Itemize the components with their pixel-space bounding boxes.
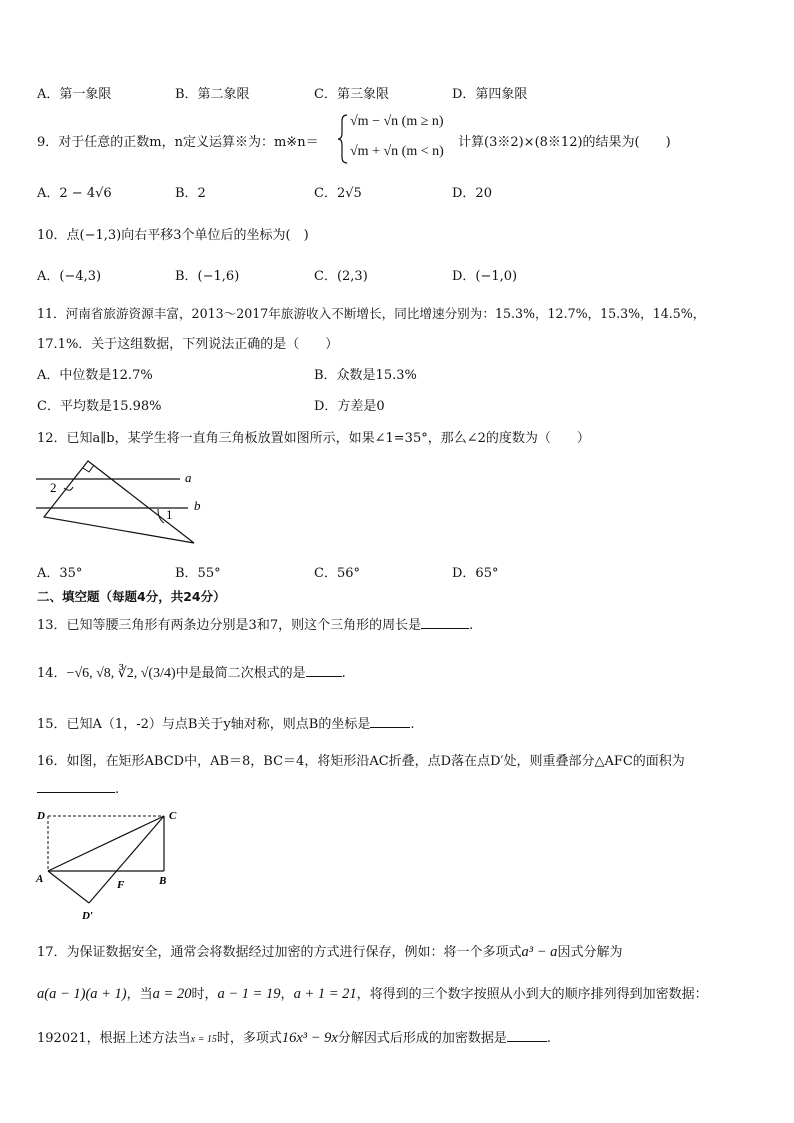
q17-line1-prefix: 17．为保证数据安全，通常会将数据经过加密的方式进行保存，例如：将一个多项式 [37, 945, 522, 960]
q10-option-b: B．(−1,6) [175, 269, 240, 284]
section2-heading: 二、填空题（每题4分，共24分） [37, 589, 226, 604]
q9-stem-suffix: 计算(3※2)×(8※12)的结果为( ) [458, 135, 671, 150]
label-Dprime: D′ [82, 910, 94, 922]
q8-option-b: B．第二象限 [175, 87, 250, 102]
q15-end: . [410, 717, 415, 732]
q8-option-c: C．第三象限 [314, 87, 389, 102]
label-C: C [169, 810, 177, 822]
q16-end: . [115, 782, 120, 797]
label-angle2: 2 [50, 480, 57, 495]
q11-line1: 11．河南省旅游资源丰富，2013～2017年旅游收入不断增长，同比增速分别为：15.3%，12.7%，15.3%，14.5%， [37, 306, 706, 321]
q17-line3-cond: x = 15 [190, 1034, 217, 1045]
q12-option-b: B．55° [175, 566, 221, 581]
q17-line3-text2: 时，多项式 [216, 1031, 282, 1046]
q9-option-a: A．2 − 4√6 [37, 186, 112, 201]
q11-option-b: B．众数是15.3% [314, 368, 417, 383]
q17-line1 [37, 941, 622, 961]
q9-option-b: B．2 [175, 186, 206, 201]
q17-line2-sep: ， [280, 987, 294, 1002]
q12-stem: 12．已知a∥b，某学生将一直角三角板放置如图所示，如果∠1=35°，那么∠2的度数为（ ） [37, 431, 590, 446]
q16-figure [32, 805, 192, 925]
q12-option-d: D．65° [452, 566, 499, 581]
q11-option-d: D．方差是0 [314, 399, 385, 414]
q9-case-top: √m − √n (m ≥ n) [350, 114, 444, 129]
q14-blank[interactable] [306, 664, 342, 677]
q14-expr: −√6, √8, ∛2, √(3/4) [66, 666, 176, 681]
q16-stem: 16．如图，在矩形ABCD中，AB＝8，BC＝4，将矩形沿AC折叠，点D落在点D′处，则重叠部分△AFC的面积为 [37, 754, 685, 769]
q12-figure [30, 455, 220, 550]
q17-line2-cond: a = 20 [152, 986, 192, 1002]
q11-line2: 17.1%．关于这组数据，下列说法正确的是（ ） [37, 337, 339, 352]
label-angle1: 1 [166, 507, 173, 522]
q17-line2 [37, 983, 708, 1003]
q10-option-d: D．(−1,0) [452, 269, 518, 284]
fold-ad [48, 871, 89, 903]
q17-line3-text1: 192021，根据上述方法当 [37, 1031, 191, 1046]
q15-blank[interactable] [370, 715, 410, 728]
q15-stem: 15．已知A（1，-2）与点B关于y轴对称，则点B的坐标是 [37, 717, 371, 732]
q17-line3 [37, 1027, 551, 1047]
q16-blank[interactable] [37, 780, 115, 793]
q8-option-d: D．第四象限 [452, 87, 528, 102]
q13 [37, 614, 473, 633]
q9-option-c: C．2√5 [314, 186, 362, 201]
angle1-arc [158, 509, 164, 523]
q17-line2-v1: a − 1 = 19 [217, 986, 281, 1002]
fold-dc [89, 816, 167, 903]
q11-option-a: A．中位数是12.7% [37, 368, 153, 383]
q14-prefix: 14． [37, 666, 67, 681]
diag-ac [48, 816, 164, 871]
q17-line3-text3: 分解因式后形成的加密数据是 [337, 1031, 507, 1046]
q17-line2-v2: a + 1 = 21 [293, 986, 357, 1002]
q16-answer-line [37, 780, 119, 797]
q15 [37, 713, 414, 732]
label-A: A [36, 873, 44, 885]
q14 [37, 662, 346, 682]
label-b: b [194, 498, 201, 513]
label-a: a [185, 470, 192, 485]
q10-option-c: C．(2,3) [314, 269, 368, 284]
q17-line1-suffix: 因式分解为 [557, 945, 623, 960]
label-D: D [37, 810, 45, 822]
q10-option-a: A．(−4,3) [37, 269, 102, 284]
q9-left-brace [338, 113, 348, 165]
q13-stem: 13．已知等腰三角形有两条边分别是3和7，则这个三角形的周长是 [37, 618, 422, 633]
q9-stem-prefix: 9．对于任意的正数m，n定义运算※为：m※n＝ [37, 135, 319, 150]
q9-option-d: D．20 [452, 186, 492, 201]
q11-option-c: C．平均数是15.98% [37, 399, 162, 414]
q10-stem: 10．点(−1,3)向右平移3个单位后的坐标为( ) [37, 228, 309, 243]
q12-option-c: C．56° [314, 566, 360, 581]
q12-option-a: A．35° [37, 566, 83, 581]
set-square [44, 461, 194, 543]
q17-blank[interactable] [507, 1029, 547, 1042]
q17-line2-formula: a(a − 1)(a + 1) [37, 986, 127, 1002]
q14-suffix: 中是最简二次根式的是 [175, 666, 306, 681]
q17-line1-formula: a³ − a [521, 944, 558, 960]
q14-end: . [341, 666, 346, 681]
q17-line2-text2: 时， [191, 987, 218, 1002]
label-B: B [159, 875, 167, 887]
q13-blank[interactable] [421, 616, 469, 629]
label-F: F [117, 879, 125, 891]
q17-end: . [546, 1031, 552, 1046]
q8-option-a: A．第一象限 [37, 87, 112, 102]
q17-line2-text1: ，当 [126, 987, 153, 1002]
q13-end: . [469, 618, 474, 633]
q17-line2-text3: ，将得到的三个数字按照从小到大的顺序排列得到加密数据： [356, 987, 708, 1002]
q9-case-bottom: √m + √n (m < n) [350, 144, 444, 159]
q17-line3-formula: 16x³ − 9x [281, 1030, 338, 1046]
